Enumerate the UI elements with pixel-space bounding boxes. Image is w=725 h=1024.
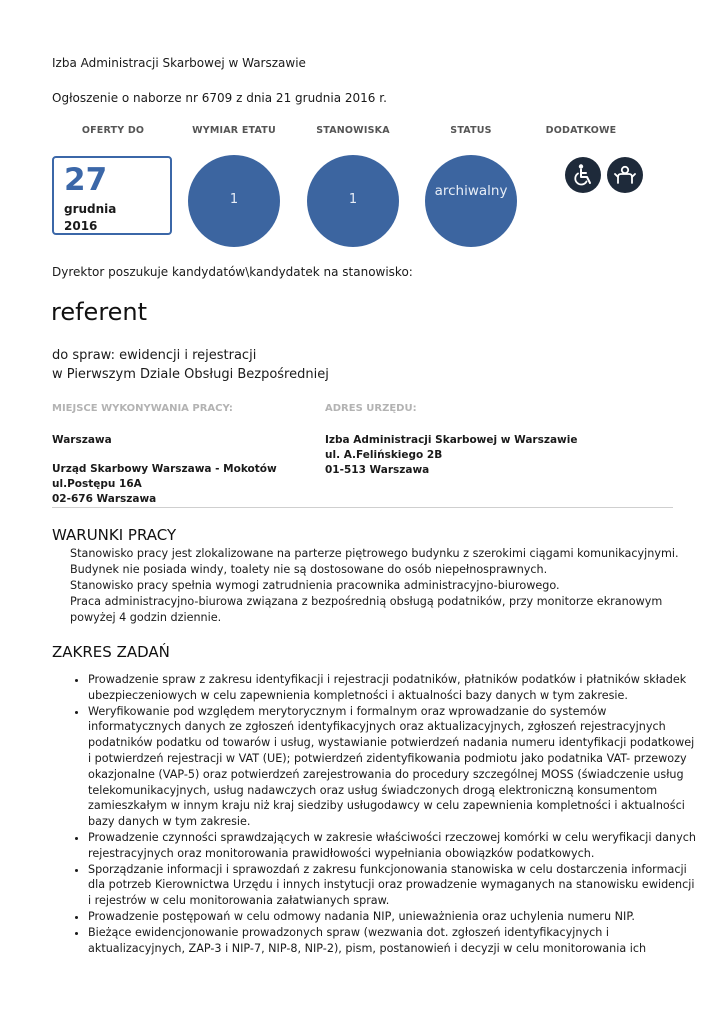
workplace-address (52, 462, 277, 507)
office-address (325, 433, 577, 478)
workplace-address-line: ul.Postępu 16A (52, 478, 142, 490)
tasks-list (70, 672, 698, 956)
status-circle (425, 155, 517, 247)
conditions-line: Budynek nie posiada windy, toalety nie są dostosowane do osób niepełnosprawnych. (70, 563, 548, 576)
wheelchair-icon (565, 157, 601, 193)
position-department: do spraw: ewidencji i rejestracji (52, 348, 257, 363)
status-value: archiwalny (434, 183, 508, 199)
lead-text: Dyrektor poszukuje kandydatów\kandydatek na stanowisko: (52, 265, 413, 279)
etat-label: WYMIAR ETATU (192, 125, 276, 136)
section-divider (52, 507, 673, 508)
office-address-line: ul. A.Felińskiego 2B (325, 449, 443, 461)
conditions-heading: WARUNKI PRACY (52, 526, 177, 544)
deadline-date-box (52, 156, 172, 235)
workplace-address-line: Urząd Skarbowy Warszawa - Mokotów (52, 463, 277, 475)
deadline-label: OFERTY DO (81, 125, 145, 136)
organization-name: Izba Administracji Skarbowej w Warszawie (52, 56, 306, 70)
extra-label: DODATKOWE (545, 125, 617, 136)
list-item: • Bieżące ewidencjonowanie prowadzonych spraw (wezwania dot. zgłoszeń identyfikacyjnych i aktualizacyjnych, ZAP-3 i NIP-7, NIP-8, NIP-2), pism, postanowień i decyzji w celu monitorowania ich (88, 925, 698, 957)
notice-title: Ogłoszenie o naborze nr 6709 z dnia 21 grudnia 2016 r. (52, 91, 387, 105)
positions-label: STANOWISKA (316, 125, 390, 136)
positions-value: 1 (348, 192, 358, 207)
workplace-label: MIEJSCE WYKONYWANIA PRACY: (52, 403, 233, 414)
etat-value: 1 (229, 192, 239, 207)
position-title: referent (51, 298, 148, 326)
conditions-line: Stanowisko pracy jest zlokalizowane na parterze piętrowego budynku z szerokimi ciągami komunikacyjnymi. (70, 547, 679, 560)
office-address-label: ADRES URZĘDU: (325, 403, 417, 414)
conditions-line: Praca administracyjno-biurowa związana z bezpośrednią obsługą podatników, przy monitorze ekranowym (70, 595, 663, 608)
status-label: STATUS (450, 125, 492, 136)
workplace-city: Warszawa (52, 434, 112, 446)
positions-circle (307, 155, 399, 247)
sign-language-icon (607, 157, 643, 193)
deadline-year: 2016 (64, 219, 98, 233)
list-item: • Prowadzenie spraw z zakresu identyfikacji i rejestracji podatników, płatników podatków i płatników składek ubezpieczeniowych w celu zapewnienia kompletności i aktualności bazy danych w tym zakresie. (88, 672, 698, 704)
office-address-line: 01-513 Warszawa (325, 464, 430, 476)
tasks-heading: ZAKRES ZADAŃ (52, 643, 170, 661)
list-item: • Sporządzanie informacji i sprawozdań z zakresu funkcjonowania stanowiska w celu dostarczenia informacji dla potrzeb Kierownictwa Urzędu i innych instytucji oraz prowadzenie wymaganych na stanowisku ewidencji i rejestrów w celu monitorowania załatwianych spraw. (88, 862, 698, 909)
conditions-text (70, 546, 680, 626)
list-item: • Prowadzenie postępowań w celu odmowy nadania NIP, unieważnienia oraz uchylenia numeru NIP. (88, 909, 698, 925)
deadline-month: grudnia (64, 202, 117, 216)
deadline-day: 27 (64, 162, 108, 198)
office-address-line: Izba Administracji Skarbowej w Warszawie (325, 434, 578, 446)
conditions-line: powyżej 4 godzin dziennie. (70, 611, 222, 624)
list-item: • Prowadzenie czynności sprawdzających w zakresie właściwości rzeczowej komórki w celu weryfikacji danych rejestracyjnych oraz monitorowania prawidłowości wypełniania obowiązków podatkowych. (88, 830, 698, 862)
list-item: • Weryfikowanie pod względem merytorycznym i formalnym oraz wprowadzanie do systemów informatycznych danych ze zgłoszeń identyfikacyjnych oraz aktualizacyjnych, zgłoszeń rejestracyjnych podatników podatku od towarów i usług, wystawianie potwierdzeń nadania numeru identyfikacji podatkowej i potwierdzeń rejestracji w VAT (UE); potwierdzeń zidentyfikowania podmiotu jako podatnika VAT- przewozy okazjonalne (VAP-5) oraz potwierdzeń zarejestrowania do procedury szczególnej MOSS (świadczenie usług telekomunikacyjnych, usług nadawczych oraz usług świadczonych drogą elektroniczną konsumentom zamieszkałym w innym kraju niż kraj siedziby usługodawcy w celu zapewnienia kompletności i aktualności bazy danych w tym zakresie. (88, 704, 698, 830)
position-unit: w Pierwszym Dziale Obsługi Bezpośredniej (52, 367, 329, 382)
workplace-address-line: 02-676 Warszawa (52, 493, 157, 505)
conditions-line: Stanowisko pracy spełnia wymogi zatrudnienia pracownika administracyjno-biurowego. (70, 579, 560, 592)
etat-circle (188, 155, 280, 247)
